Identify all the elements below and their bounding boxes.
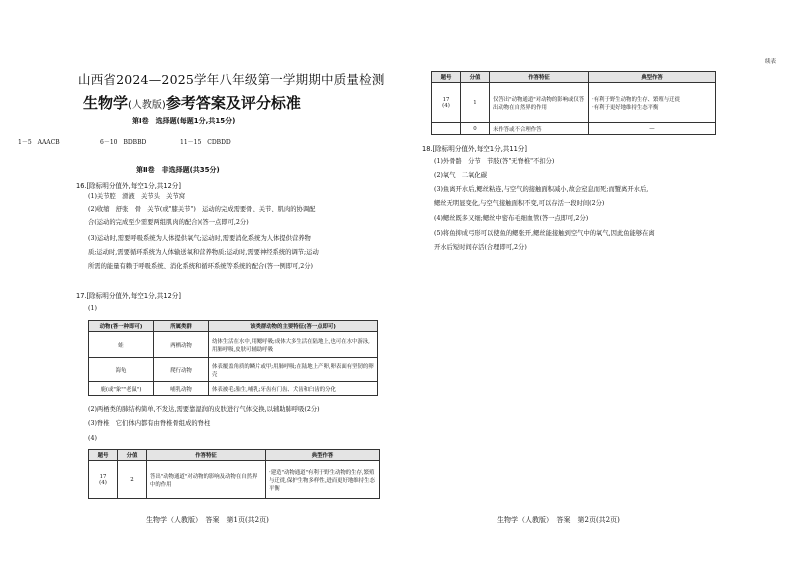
- table-header: 题号: [89, 450, 118, 461]
- table-header: 动物(答一种即可): [89, 321, 154, 332]
- title-rest: 参考答案及评分标准: [165, 94, 301, 112]
- q17-heading: 17.[除标明分值外,每空1分,共12分]: [76, 292, 181, 300]
- part2-heading: 第Ⅱ卷 非选择题(共35分): [136, 166, 220, 174]
- title-edition: (人教版): [128, 100, 166, 111]
- q16-line: (1)关节腔 滑液 关节头 关节窝: [88, 193, 186, 200]
- q18-line: (4)鳃丝既多又细;鳃丝中密布毛细血管(答一点即可,2分): [434, 215, 589, 222]
- q18-line: (3)鱼离开水后,鳃丝粘连,与空气的接触面积减小,故会窒息而死;而蟹离开水后,: [434, 186, 649, 193]
- table-row: [432, 123, 716, 135]
- q16-heading: 16.[除标明分值外,每空1分,共12分]: [76, 182, 181, 190]
- scoring-table-continued: [431, 71, 716, 135]
- table-row: [89, 461, 380, 499]
- q17-line: (4): [88, 435, 97, 442]
- document-title: [83, 92, 301, 113]
- table-header: 该类群动物的主要特征(答一点即可): [209, 321, 378, 332]
- table-cell: 未作答或不合理作答: [490, 123, 589, 135]
- table-header: 分值: [461, 72, 490, 83]
- q17-line: (3)脊椎 它们体内都有由脊椎骨组成的脊柱: [88, 420, 211, 427]
- q16-line: (3)运动时,需要呼吸系统为人体提供氧气;运动时,需要消化系统为人体提供营养物: [88, 235, 311, 242]
- q18-line: (1)外骨骼 分节 节肢(答"无脊椎"不扣分): [434, 158, 555, 165]
- table-row: [89, 358, 378, 382]
- q18-line: (5)将鱼抑成弓形可以使鱼的鳃张开,鳃丝能接触到空气中的氧气,因此鱼能够在离: [434, 230, 655, 237]
- table-cell: 体表被毛;胎生,哺乳;牙齿有门齿、犬齿和臼齿的分化: [209, 382, 378, 396]
- table-cell: 哺乳动物: [154, 382, 209, 396]
- table-cell: 答出"动物通道"对动物的影响及动物在自然界中的作用: [147, 461, 266, 499]
- table-cell: 2: [118, 461, 147, 499]
- answer-group-1: 1－5 AAACB: [18, 139, 60, 146]
- table-cell: 鹿(或"象""老鼠"): [89, 382, 154, 396]
- table-cell: 1: [461, 83, 490, 123]
- table-cell: 蛙: [89, 332, 154, 358]
- table-cell: 爬行动物: [154, 358, 209, 382]
- answer-group-2: 6－10 BDBBD: [100, 139, 147, 146]
- part1-heading: 第Ⅰ卷 选择题(每题1分,共15分): [132, 117, 236, 125]
- table-header: 所属类群: [154, 321, 209, 332]
- table-header: 典型作答: [266, 450, 380, 461]
- table-cell: ·有利于野生动物的生存、繁殖与迁徙 ·有利于更好地维持生态平衡: [589, 83, 716, 123]
- scoring-table: [88, 449, 380, 499]
- table-cell: 0: [461, 123, 490, 135]
- table-header: 分值: [118, 450, 147, 461]
- table-header: 作答特征: [147, 450, 266, 461]
- q17-part1: (1): [88, 305, 97, 312]
- q16-line: 所需的能量有赖于呼吸系统、消化系统和循环系统等系统的配合(答一例即可,2分): [88, 263, 314, 270]
- q16-line: (2)收缩 舒张 骨 关节(或"膝关节") 运动的完成需要骨、关节、肌肉的协调配: [88, 206, 316, 213]
- table-row: [89, 332, 378, 358]
- animal-table: [88, 320, 378, 396]
- table-header: 题号: [432, 72, 461, 83]
- exam-title: 山西省2024—2025学年八年级第一学期期中质量检测: [78, 72, 385, 87]
- table-cell: [432, 123, 461, 135]
- table-row: [432, 83, 716, 123]
- table-header: 作答特征: [490, 72, 589, 83]
- table-cell: 幼体生活在水中,用鳃呼吸;成体大多生活在陆地上,也可在水中游泳,用肺呼吸,皮肤可辅助呼吸: [209, 332, 378, 358]
- q18-line: (2)氧气 二氧化碳: [434, 172, 487, 179]
- table-cell: ·建造"动物通道"有利于野生动物的生存,繁殖与迁徙,保护生物多样性,进而更好地维持生态平衡: [266, 461, 380, 499]
- q17-line: (2)两栖类的肺结构简单,不发达,需要靠湿润的皮肤进行气体交换,以辅助肺呼吸(2分): [88, 406, 320, 413]
- title-subject: 生物学: [83, 94, 129, 112]
- table-cell: 两栖动物: [154, 332, 209, 358]
- q16-line: 质;运动时,需要循环系统为人体输送氧和营养物质;运动时,需要神经系统的调节;运动: [88, 249, 319, 256]
- table-cell: 海龟: [89, 358, 154, 382]
- table-cell: 17 (4): [432, 83, 461, 123]
- q18-heading: 18.[除标明分值外,每空1分,共11分]: [422, 145, 527, 153]
- answer-page-2: [397, 0, 794, 562]
- q18-line: 鳃丝无明显变化,与空气接触面积不变,可以存活一段时间(2分): [434, 200, 605, 207]
- continued-note: 续表: [765, 59, 777, 65]
- q16-line: 合(运动的完成至少需要两组肌肉的配合)(答一点即可,2分): [88, 219, 249, 226]
- table-cell: 17 (4): [89, 461, 118, 499]
- table-cell: —: [589, 123, 716, 135]
- table-cell: 仅答出"动物通道"对动物的影响或仅答出动物在自然界的作用: [490, 83, 589, 123]
- page-footer: 生物学（人教版） 答案 第1页(共2页): [146, 516, 269, 524]
- table-cell: 体表覆盖角质的鳞片或甲;用肺呼吸;在陆地上产卵,卵表面有坚韧的卵壳: [209, 358, 378, 382]
- answer-group-3: 11－15 CDBDD: [180, 139, 231, 146]
- table-header: 典型作答: [589, 72, 716, 83]
- q18-line: 开水后短时间存活(合理即可,2分): [434, 244, 527, 251]
- page-footer: 生物学（人教版） 答案 第2页(共2页): [497, 516, 620, 524]
- table-row: [89, 382, 378, 396]
